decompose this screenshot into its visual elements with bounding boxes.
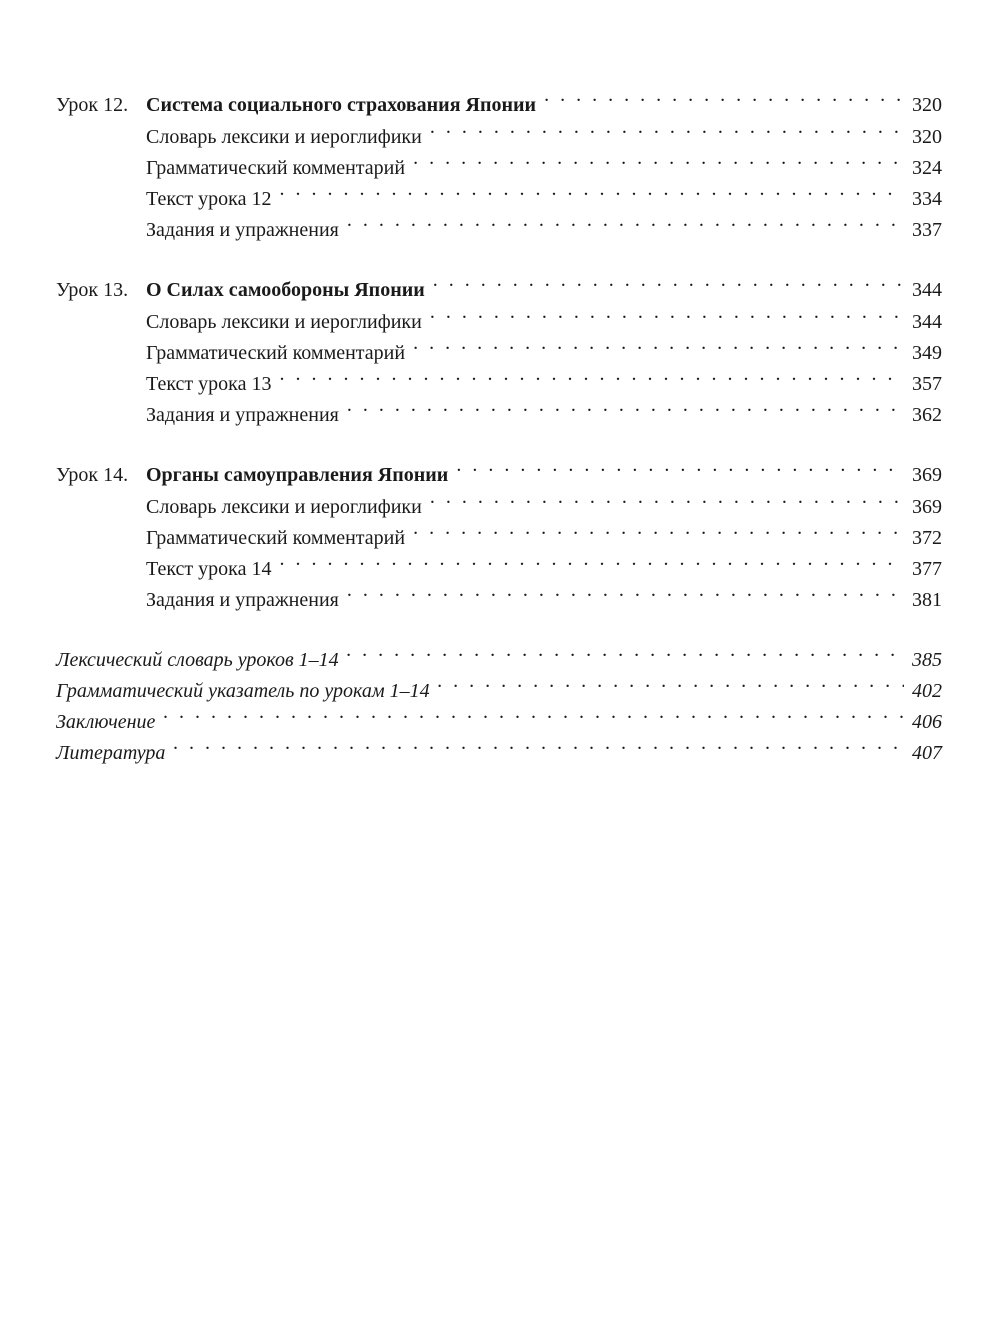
page-number: 362	[912, 404, 942, 426]
page-number: 320	[912, 126, 942, 148]
dot-leader	[163, 697, 904, 728]
page-number: 402	[912, 680, 942, 702]
lesson-14	[56, 450, 942, 611]
lesson-title: Органы самоуправления Японии	[146, 464, 449, 486]
entry-title: Грамматический комментарий	[146, 157, 406, 179]
dot-leader	[413, 328, 904, 359]
entry-title: Словарь лексики и иероглифики	[146, 496, 422, 518]
lesson-heading[interactable]	[56, 265, 942, 301]
page-number: 344	[912, 311, 942, 333]
page-number: 320	[912, 94, 942, 116]
page-number: 369	[912, 464, 942, 486]
dot-leader	[433, 265, 904, 296]
page-number: 357	[912, 373, 942, 395]
page-number: 407	[912, 742, 942, 764]
dot-leader	[347, 635, 904, 666]
page-number: 349	[912, 342, 942, 364]
dot-leader	[413, 513, 904, 544]
page-number: 324	[912, 157, 942, 179]
dot-leader	[173, 728, 904, 759]
lesson-title: О Силах самообороны Японии	[146, 279, 425, 301]
page-number: 385	[912, 649, 942, 671]
toc-entry[interactable]	[56, 635, 942, 671]
entry-title: Грамматический комментарий	[146, 527, 406, 549]
lesson-number: Урок 12.	[56, 94, 129, 116]
dot-leader	[430, 112, 904, 143]
lesson-12	[56, 80, 942, 241]
entry-title: Литература	[56, 742, 166, 764]
entry-title: Задания и упражнения	[146, 219, 339, 241]
dot-leader	[279, 359, 904, 390]
table-of-contents	[56, 80, 942, 764]
lesson-heading[interactable]	[56, 80, 942, 116]
dot-leader	[347, 575, 904, 606]
entry-title: Задания и упражнения	[146, 589, 339, 611]
entry-title: Словарь лексики и иероглифики	[146, 311, 422, 333]
page-number: 377	[912, 558, 942, 580]
dot-leader	[430, 297, 904, 328]
lesson-title: Система социального страхования Японии	[146, 94, 537, 116]
page-number: 337	[912, 219, 942, 241]
dot-leader	[430, 482, 904, 513]
dot-leader	[279, 174, 904, 205]
dot-leader	[438, 666, 904, 697]
dot-leader	[413, 143, 904, 174]
page-number: 381	[912, 589, 942, 611]
lesson-number: Урок 13.	[56, 279, 129, 301]
dot-leader	[347, 205, 904, 236]
lesson-number: Урок 14.	[56, 464, 129, 486]
page-number: 334	[912, 188, 942, 210]
page-number: 369	[912, 496, 942, 518]
entry-title: Текст урока 13	[146, 373, 272, 395]
entry-title: Грамматический указатель по урокам 1–14	[56, 680, 430, 702]
entry-title: Задания и упражнения	[146, 404, 339, 426]
toc-entry[interactable]	[56, 728, 942, 764]
dot-leader	[456, 450, 904, 481]
dot-leader	[279, 544, 904, 575]
back-matter	[56, 635, 942, 764]
toc-entry[interactable]	[56, 697, 942, 733]
entry-title: Словарь лексики и иероглифики	[146, 126, 422, 148]
dot-leader	[347, 390, 904, 421]
lesson-13	[56, 265, 942, 426]
entry-title: Грамматический комментарий	[146, 342, 406, 364]
lesson-heading[interactable]	[56, 450, 942, 486]
dot-leader	[544, 80, 904, 111]
entry-title: Текст урока 12	[146, 188, 272, 210]
page-number: 344	[912, 279, 942, 301]
entry-title: Текст урока 14	[146, 558, 272, 580]
page-number: 406	[912, 711, 942, 733]
page-number: 372	[912, 527, 942, 549]
entry-title: Заключение	[56, 711, 156, 733]
entry-title: Лексический словарь уроков 1–14	[56, 649, 339, 671]
